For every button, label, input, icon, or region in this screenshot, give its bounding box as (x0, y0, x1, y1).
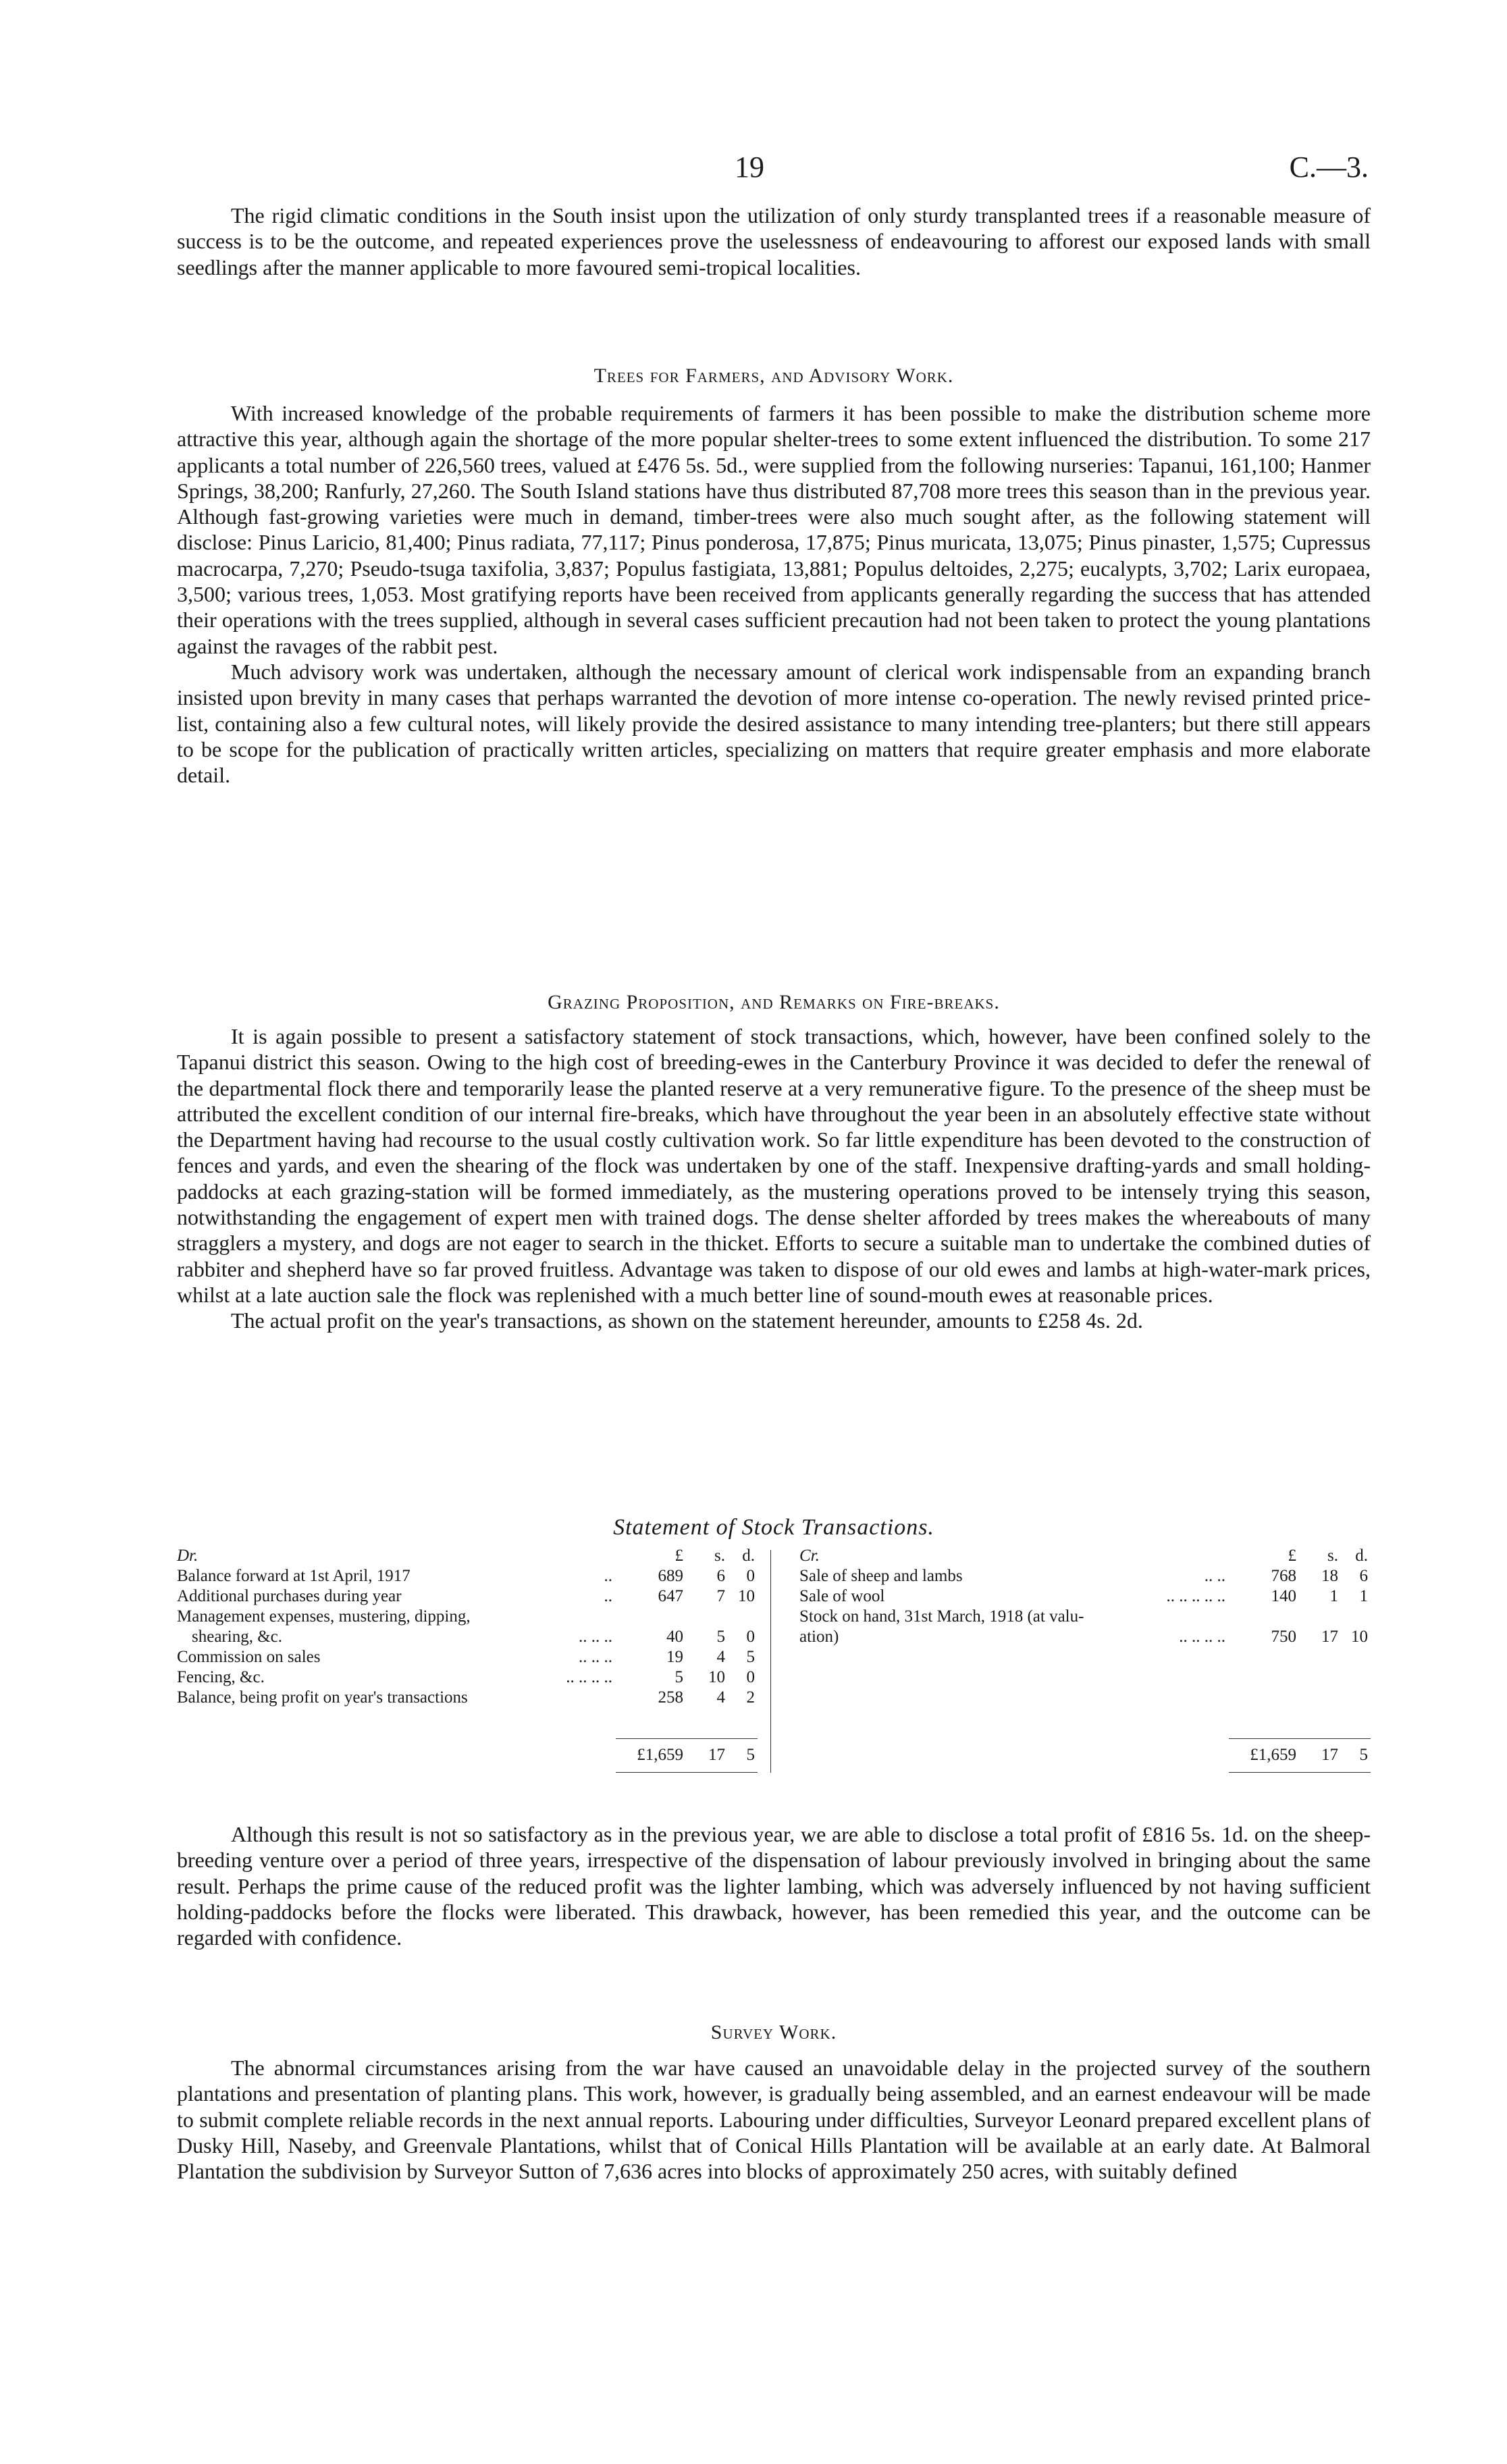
debit-row-label: Commission on sales (177, 1648, 321, 1666)
page-number: 19 (735, 151, 764, 184)
credit-head-row (785, 1546, 1371, 1566)
debit-row-leader: .. (604, 1587, 612, 1605)
debit-rows (177, 1566, 758, 1708)
debit-row (177, 1667, 758, 1688)
credit-row-label: Sale of wool (799, 1587, 885, 1605)
intro-block (177, 203, 1371, 280)
debit-head-row (177, 1546, 758, 1566)
trees-paragraph-2: Much advisory work was undertaken, although the necessary amount of clerical work indispensable from an expanding branch insisted upon brevity in many cases that perhaps warranted the devotion of more intense co-operation. The newly revised printed price-list, containing also a few cultural notes, will likely provide the desired assistance to many intending tree-planters; but there still appears to be scope for the publication of practically written articles, specializing on matters that require greater emphasis and more elaborate detail. (177, 659, 1371, 788)
credit-total-pence: 5 (1359, 1746, 1368, 1764)
debit-row-label: Balance, being profit on year's transactions (177, 1688, 468, 1707)
credit-row-pounds: 750 (1271, 1628, 1296, 1646)
debit-row-pounds: 258 (658, 1688, 683, 1707)
credit-row (785, 1607, 1371, 1627)
pounds-head: £ (675, 1547, 683, 1565)
debit-row-pounds: 19 (666, 1648, 683, 1666)
credit-rows (785, 1566, 1371, 1647)
credit-row-pence: 10 (1351, 1628, 1368, 1646)
debit-row-leader: .. .. .. (579, 1648, 612, 1666)
debit-total-shillings: 17 (708, 1746, 725, 1764)
credit-row-pence: 1 (1359, 1587, 1368, 1605)
debit-row-pounds: 689 (658, 1567, 683, 1585)
pence-head: d. (742, 1547, 755, 1565)
debit-row-pence: 0 (746, 1628, 755, 1646)
intro-paragraph: The rigid climatic conditions in the South insist upon the utilization of only sturdy transplanted trees if a reasonable measure of success is to be the outcome, and repeated experiences prove the uselessness of endeavouring to afforest our exposed lands with small seedlings after the manner applicable to more favoured semi-tropical localities. (177, 203, 1371, 279)
credit-total-underline (1229, 1772, 1371, 1773)
credit-row-shillings: 17 (1321, 1628, 1338, 1646)
trees-body (177, 400, 1371, 788)
debit-row (177, 1566, 758, 1586)
shillings-head: s. (714, 1547, 725, 1565)
credit-side (785, 1546, 1371, 1764)
credit-row-leader: .. .. (1204, 1567, 1225, 1585)
debit-row-shillings: 10 (708, 1668, 725, 1686)
debit-row-shillings: 4 (716, 1648, 725, 1666)
credit-total-shillings: 17 (1321, 1746, 1338, 1764)
credit-row-shillings: 18 (1321, 1567, 1338, 1585)
debit-side (177, 1546, 758, 1764)
debit-row (177, 1627, 758, 1647)
debit-row-leader: .. .. .. .. (566, 1668, 612, 1686)
debit-row-pounds: 40 (666, 1628, 683, 1646)
debit-row-pence: 0 (746, 1567, 755, 1585)
debit-row-pounds: 5 (675, 1668, 683, 1686)
debit-row-label: Balance forward at 1st April, 1917 (177, 1567, 411, 1585)
debit-row-label: Management expenses, mustering, dipping, (177, 1607, 471, 1626)
debit-row (177, 1647, 758, 1667)
credit-row-label: Sale of sheep and lambs (799, 1567, 963, 1585)
credit-row-shillings: 1 (1329, 1587, 1338, 1605)
debit-row (177, 1688, 758, 1708)
trees-paragraph-1: With increased knowledge of the probable requirements of farmers it has been possible to make the distribution scheme more attractive this year, although again the shortage of the more popular shelter-trees to some extent influenced the distribution. To some 217 applicants a total number of 226,560 trees, valued at £476 5s. 5d., were supplied from the following nurseries: Tapanui, 161,100; Hanmer Springs, 38,200; Ranfurly, 27,260. The South Island stations have thus distributed 87,708 more trees this season than in the previous year. Although fast-growing varieties were much in demand, timber-trees were also much sought after, as the following statement will disclose: Pinus Laricio, 81,400; Pinus radiata, 77,117; Pinus ponderosa, 17,875; Pinus muricata, 13,075; Pinus pinaster, 1,575; Cupressus macrocarpa, 7,270; Pseudo-tsuga taxifolia, 3,837; Populus fastigiata, 13,881; Populus deltoides, 2,275; eucalypts, 3,702; Larix europaea, 3,500; various trees, 1,053. Most gratifying reports have been received from applicants generally regarding the success that has attended their operations with the trees supplied, although in several cases sufficient precaution had not been taken to protect the young plantations against the ravages of the rabbit pest. (177, 401, 1371, 658)
pence-head-cr: d. (1355, 1547, 1368, 1565)
credit-row (785, 1627, 1371, 1647)
grazing-body-after-table (177, 1821, 1371, 1950)
credit-total-rule (1229, 1738, 1371, 1739)
debit-total-rule (616, 1738, 758, 1739)
shillings-head-cr: s. (1327, 1547, 1338, 1565)
debit-total-row (177, 1745, 758, 1765)
credit-row-leader: .. .. .. .. .. (1166, 1587, 1225, 1605)
credit-head: Cr. (799, 1547, 820, 1565)
grazing-heading: Grazing Proposition, and Remarks on Fire-breaks. (548, 991, 1000, 1013)
debit-row-leader: .. .. .. (579, 1628, 612, 1646)
survey-body (177, 2055, 1371, 2184)
debit-total-pence: 5 (746, 1746, 755, 1764)
credit-row (785, 1586, 1371, 1607)
grazing-section (177, 991, 1371, 1014)
document-code: C.—3. (1289, 151, 1369, 184)
grazing-body (177, 1023, 1371, 1334)
debit-row-shillings: 5 (716, 1628, 725, 1646)
credit-row-label: Stock on hand, 31st March, 1918 (at valu- (799, 1607, 1084, 1626)
survey-paragraph-1: The abnormal circumstances arising from the war have caused an unavoidable delay in the projected survey of the southern plantations and presentation of planting plans. This work, however, is gradually being assembled, and an earnest endeavour will be made to submit complete reliable records in the next annual reports. Labouring under difficulties, Surveyor Leonard prepared excellent plans of Dusky Hill, Naseby, and Greenvale Plantations, whilst that of Conical Hills Plantation will be available at an early date. At Balmoral Plantation the subdivision by Surveyor Sutton of 7,636 acres into blocks of approximately 250 acres, with suitably defined (177, 2056, 1371, 2184)
credit-row-label: ation) (799, 1628, 839, 1646)
debit-row (177, 1607, 758, 1627)
debit-row-pence: 0 (746, 1668, 755, 1686)
debit-row-label: Fencing, &c. (177, 1668, 265, 1686)
statement-caption: Statement of Stock Transactions. (613, 1515, 934, 1540)
debit-row-pounds: 647 (658, 1587, 683, 1605)
debit-total-pounds: £1,659 (637, 1746, 683, 1764)
pounds-head-cr: £ (1288, 1547, 1296, 1565)
credit-total-row (785, 1745, 1371, 1765)
debit-row-label: shearing, &c. (192, 1628, 282, 1646)
debit-row (177, 1586, 758, 1607)
debit-head: Dr. (177, 1547, 199, 1565)
survey-section (177, 2021, 1371, 2044)
credit-row-pounds: 140 (1271, 1587, 1296, 1605)
credit-row-leader: .. .. .. .. (1179, 1628, 1225, 1646)
grazing-paragraph-1: It is again possible to present a satisfactory statement of stock transactions, which, however, have been confined solely to the Tapanui district this season. Owing to the high cost of breeding-ewes in the Canterbury Province it was decided to defer the renewal of the departmental flock there and temporarily lease the planted reserve at a very remunerative figure. To the presence of the sheep must be attributed the excellent condition of our internal fire-breaks, which have throughout the year been in an absolutely effective state without the Department having had recourse to the usual costly cultivation work. So far little expenditure has been devoted to the construction of fences and yards, and even the shearing of the flock was undertaken by one of the staff. Inexpensive drafting-yards and small holding-paddocks at each grazing-station will be formed immediately, as the mustering operations proved to be intensely trying this season, notwithstanding the engagement of expert men with trained dogs. The dense shelter afforded by trees makes the whereabouts of many stragglers a mystery, and dogs are not eager to search in the thicket. Efforts to secure a suitable man to undertake the combined duties of rabbiter and shepherd have so far proved fruitless. Advantage was taken to dispose of our old ewes and lambs at high-water-mark prices, whilst at a late auction sale the flock was replenished with a much better line of sound-mouth ewes at reasonable prices. (177, 1024, 1371, 1307)
debit-row-shillings: 6 (716, 1567, 725, 1585)
credit-total-pounds: £1,659 (1250, 1746, 1296, 1764)
debit-total-underline (616, 1772, 758, 1773)
debit-row-pence: 5 (746, 1648, 755, 1666)
credit-row (785, 1566, 1371, 1586)
trees-section (177, 365, 1371, 387)
statement-caption-block (177, 1515, 1371, 1541)
debit-row-shillings: 7 (716, 1587, 725, 1605)
debit-row-leader: .. (604, 1567, 612, 1585)
grazing-paragraph-2: The actual profit on the year's transactions, as shown on the statement hereunder, amounts to £258 4s. 2d. (231, 1308, 1143, 1333)
debit-row-pence: 2 (746, 1688, 755, 1707)
debit-row-label: Additional purchases during year (177, 1587, 402, 1605)
trees-heading: Trees for Farmers, and Advisory Work. (593, 365, 954, 387)
credit-row-pounds: 768 (1271, 1567, 1296, 1585)
debit-row-pence: 10 (738, 1587, 755, 1605)
ledger-divider (770, 1550, 771, 1773)
stock-statement-table (177, 1546, 1371, 1775)
credit-row-pence: 6 (1359, 1567, 1368, 1585)
debit-row-shillings: 4 (716, 1688, 725, 1707)
survey-heading: Survey Work. (710, 2021, 837, 2043)
grazing-paragraph-3: Although this result is not so satisfactory as in the previous year, we are able to disclose a total profit of £816 5s. 1d. on the sheep-breeding venture over a period of three years, irrespective of the dispensation of labour previously involved in bringing about the same result. Perhaps the prime cause of the reduced profit was the lighter lambing, which was adversely influenced by not having sufficient holding-paddocks before the flocks were liberated. This drawback, however, has been remedied this year, and the outcome can be regarded with confidence. (177, 1822, 1371, 1950)
